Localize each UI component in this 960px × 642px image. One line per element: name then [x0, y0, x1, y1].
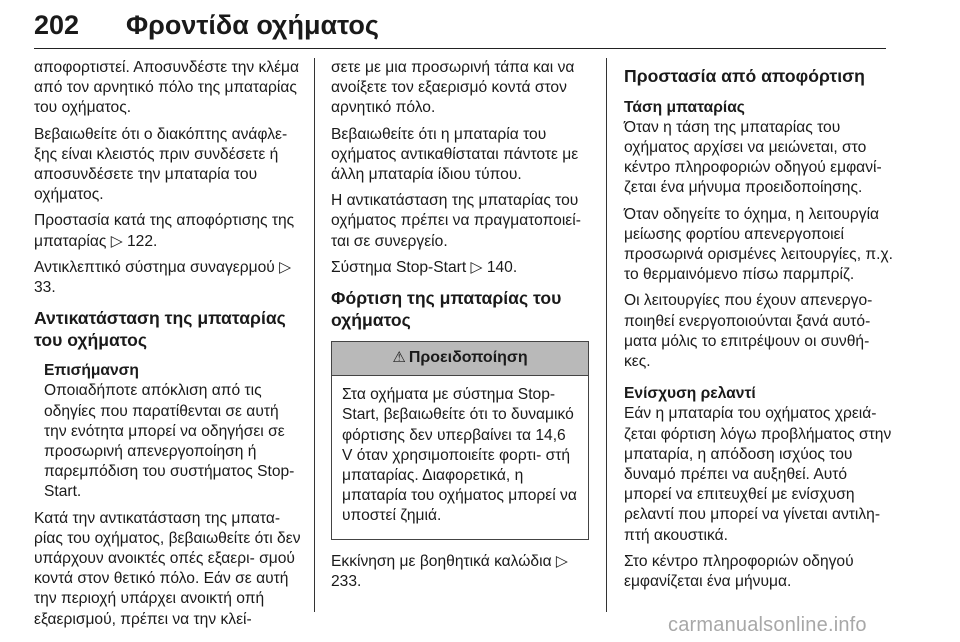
paragraph: Οι λειτουργίες που έχουν απενεργο- ποιηθεί ενεργοποιούνται ξανά αυτό- ματα μόλις το επιτρέψουν οι συνθή- κες. [624, 292, 873, 370]
subheading-idle-boost: Ενίσχυση ρελαντί [624, 385, 756, 403]
column-divider [314, 58, 315, 612]
paragraph: Εάν η μπαταρία του οχήματος χρειά- ζεται φόρτιση λόγω προβλήματος στην μπαταρία, η απόδοση ισχύος του δυναμό πρέπει να αυξηθεί. Αυτό μπορεί να επιτευχθεί με ενίσχυση ρελαντί που μπορεί να γίνεται αντιλη- πτή ακουστικά. [624, 405, 892, 544]
caution-text: Οποιαδήποτε απόκλιση από τις οδηγίες που παρατίθενται σε αυτή την ενότητα μπορεί να οδηγήσει σε προσωρινή απενεργοποίηση ή παρεμπόδιση του συστήματος Stop- Start. [44, 382, 295, 501]
column-1 [34, 58, 302, 636]
page-number: 202 [34, 10, 80, 40]
caution-label: Επισήμανση [44, 362, 139, 380]
paragraph: Όταν η τάση της μπαταρίας του οχήματος αρχίσει να μειώνεται, στο κέντρο πληροφοριών οδηγού εμφανί- ζεται ένα μήνυμα προειδοποίησης. [624, 118, 882, 197]
subheading-voltage: Τάση μπαταρίας [624, 98, 745, 116]
cross-reference[interactable]: Αντικλεπτικό σύστημα συναγερμού ▷ 33. [34, 258, 292, 297]
column-3 [624, 58, 894, 598]
paragraph: αποφορτιστεί. Αποσυνδέστε την κλέμα από τον αρνητικό πόλο της μπαταρίας του οχήματος. [34, 59, 300, 117]
column-divider [606, 58, 607, 612]
warning-text: Στα οχήματα με σύστημα Stop- Start, βεβαιωθείτε ότι το δυναμικό φόρτισης δεν υπερβαίνει τα 14,6 V όταν χρησιμοποιείτε φορτι- στή μπαταρίας. Διαφορετικά, η μπαταρία του οχήματος μπορεί να υποστεί ζημιά. [342, 386, 577, 525]
paragraph: Βεβαιωθείτε ότι η μπαταρία του οχήματος αντικαθίσταται πάντοτε με άλλη μπαταρία ίδιου τύπου. [331, 125, 579, 184]
watermark: carmanualsonline.info [668, 614, 867, 636]
paragraph: Βεβαιωθείτε ότι ο διακόπτης ανάφλε- ξης είναι κλειστός πριν συνδέσετε ή αποσυνδέσετε την μπαταρία του οχήματος. [34, 125, 288, 204]
warning-triangle-icon: ⚠ [392, 349, 406, 367]
section-heading-protect: Προστασία από αποφόρτιση [624, 66, 865, 86]
section-heading-charge: Φόρτιση της μπαταρίας του οχήματος [331, 288, 562, 330]
paragraph: Στο κέντρο πληροφοριών οδηγού εμφανίζεται ένα μήνυμα. [624, 552, 854, 590]
warning-box [331, 341, 589, 540]
caution-note [34, 361, 302, 502]
cross-reference[interactable]: Εκκίνηση με βοηθητικά καλώδια ▷ 233. [331, 552, 568, 590]
paragraph: Η αντικατάσταση της μπαταρίας του οχήματος πρέπει να πραγματοποιεί- ται σε συνεργείο. [331, 192, 581, 250]
paragraph: Όταν οδηγείτε το όχημα, η λειτουργία μείωσης φορτίου απενεργοποιεί προσωρινά ορισμένες λειτουργίες, π.χ. το θερμαινόμενο πίσω παρμπρίζ. [624, 205, 893, 284]
warning-title: Προειδοποίηση [408, 349, 528, 367]
column-2 [331, 58, 589, 598]
page-header [34, 6, 886, 49]
page-title: Φροντίδα οχήματος [126, 10, 379, 40]
section-heading-replace: Αντικατάσταση της μπαταρίας του οχήματος [34, 308, 286, 350]
paragraph: σετε με μια προσωρινή τάπα και να ανοίξετε τον εξαερισμό κοντά στον αρνητικό πόλο. [331, 59, 575, 117]
paragraph: Κατά την αντικατάσταση της μπατα- ρίας του οχήματος, βεβαιωθείτε ότι δεν υπάρχουν ανοικτές οπές εξαερι- σμού κοντά στον θετικό πόλο. Εάν σε αυτή την περιοχή υπάρχει ανοικτή οπή εξαερισμού, πρέπει να την κλεί- [34, 509, 301, 628]
cross-reference[interactable]: Σύστημα Stop-Start ▷ 140. [331, 258, 518, 276]
cross-reference[interactable]: Προστασία κατά της αποφόρτισης της μπαταρίας ▷ 122. [34, 212, 295, 250]
warning-header [332, 342, 588, 376]
